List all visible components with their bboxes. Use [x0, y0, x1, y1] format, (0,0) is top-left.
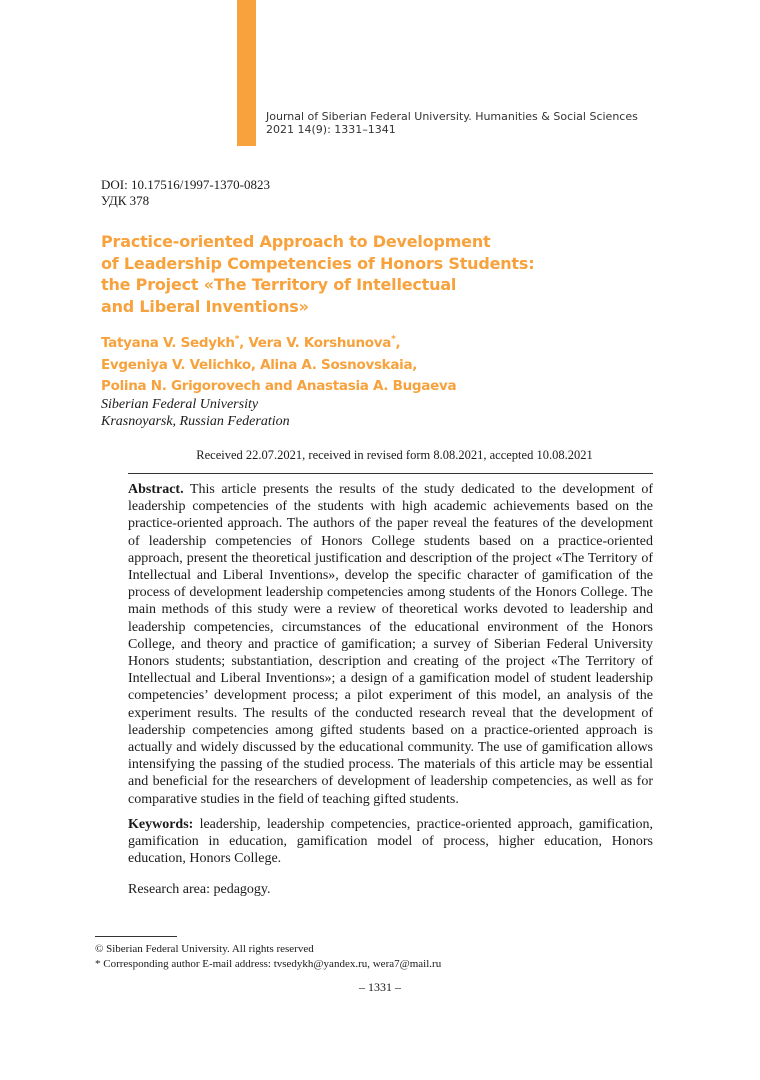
affiliation-org: Siberian Federal University	[101, 397, 259, 412]
received-dates: Received 22.07.2021, received in revised form 8.08.2021, accepted 10.08.2021	[196, 448, 593, 462]
author-line: Evgeniya V. Velichko, Alina A. Sosnovskaia,	[101, 356, 418, 373]
title-line: and Liberal Inventions»	[101, 296, 309, 316]
abstract	[128, 481, 653, 808]
author-name: Tatyana V. Sedykh	[101, 335, 235, 351]
corresponding-mark: *	[391, 334, 396, 345]
corresponding-mark: *	[234, 334, 240, 345]
affiliation-city: Krasnoyarsk, Russian Federation	[101, 414, 290, 429]
journal-issue: 2021 14(9): 1331–1341	[266, 123, 396, 136]
divider	[128, 473, 653, 474]
corresponding-author-note: * Corresponding author E-mail address: tvsedykh@yandex.ru, wera7@mail.ru	[95, 958, 442, 970]
author-line: Polina N. Grigorovech and Anastasia A. Bugaeva	[101, 378, 457, 394]
copyright-note: © Siberian Federal University. All rights reserved	[95, 943, 314, 955]
author-name: , Vera V. Korshunova	[239, 335, 392, 351]
journal-header	[266, 110, 638, 136]
author-line	[101, 333, 456, 355]
research-area: Research area: pedagogy.	[128, 882, 271, 897]
journal-name: Journal of Siberian Federal University. Humanities & Social Sciences	[266, 110, 638, 123]
keywords-text: leadership, leadership competencies, practice-oriented approach, gamification, gamification in education, gamification model of process, higher education, Honors education, Honors College.	[128, 817, 653, 867]
article-title	[101, 231, 561, 317]
accent-bar	[237, 0, 256, 146]
keywords	[128, 816, 653, 868]
author-separator: ,	[395, 335, 401, 351]
title-line: Practice-oriented Approach to Development	[101, 232, 491, 251]
doi: DOI: 10.17516/1997-1370-0823	[101, 177, 270, 192]
keywords-label: Keywords:	[128, 817, 194, 832]
abstract-label: Abstract.	[128, 482, 184, 497]
article-meta	[101, 177, 270, 209]
page-number: – 1331 –	[359, 980, 401, 994]
abstract-text: This article presents the results of the study dedicated to the development of leadership competencies of the students with high academic achievements based on the practice-oriented approach. The authors of the paper reveal the features of the development of leadership competencies of Honors College students based on a practice-oriented approach, present the theoretical justification and description of the project «The Territory of Intellectual and Liberal Inventions», develop the specific character of gamification of the process of development leadership competencies among students of the Honors College. The main methods of this study were a review of theoretical works devoted to leadership and leadership competencies, circumstances of the educational environment of the Honors College, and theory and practice of gamification; a survey of Siberian Federal University Honors students; substantiation, description and creating of the project «The Territory of Intellectual and Liberal Inventions»; a design of a gamification model of student leadership competencies’ development process; a pilot experiment of this model, an analysis of the experiment results. The results of the conducted research reveal that the development of leadership competencies among gifted students based on a practice-oriented approach is actually and widely discussed by the educational community. The use of gamification allows intensifying the passing of the studied process. The materials of this article may be essential and beneficial for the researchers of development of leadership competencies, as well as for comparative studies in the field of teaching gifted students.	[128, 482, 653, 807]
title-line: the Project «The Territory of Intellectual	[101, 275, 457, 294]
title-line: of Leadership Competencies of Honors Students:	[101, 253, 535, 273]
affiliation	[101, 396, 290, 430]
footnotes	[95, 942, 441, 972]
author-list	[101, 333, 456, 398]
footnote-divider	[95, 936, 177, 937]
udk: УДК 378	[101, 193, 150, 208]
